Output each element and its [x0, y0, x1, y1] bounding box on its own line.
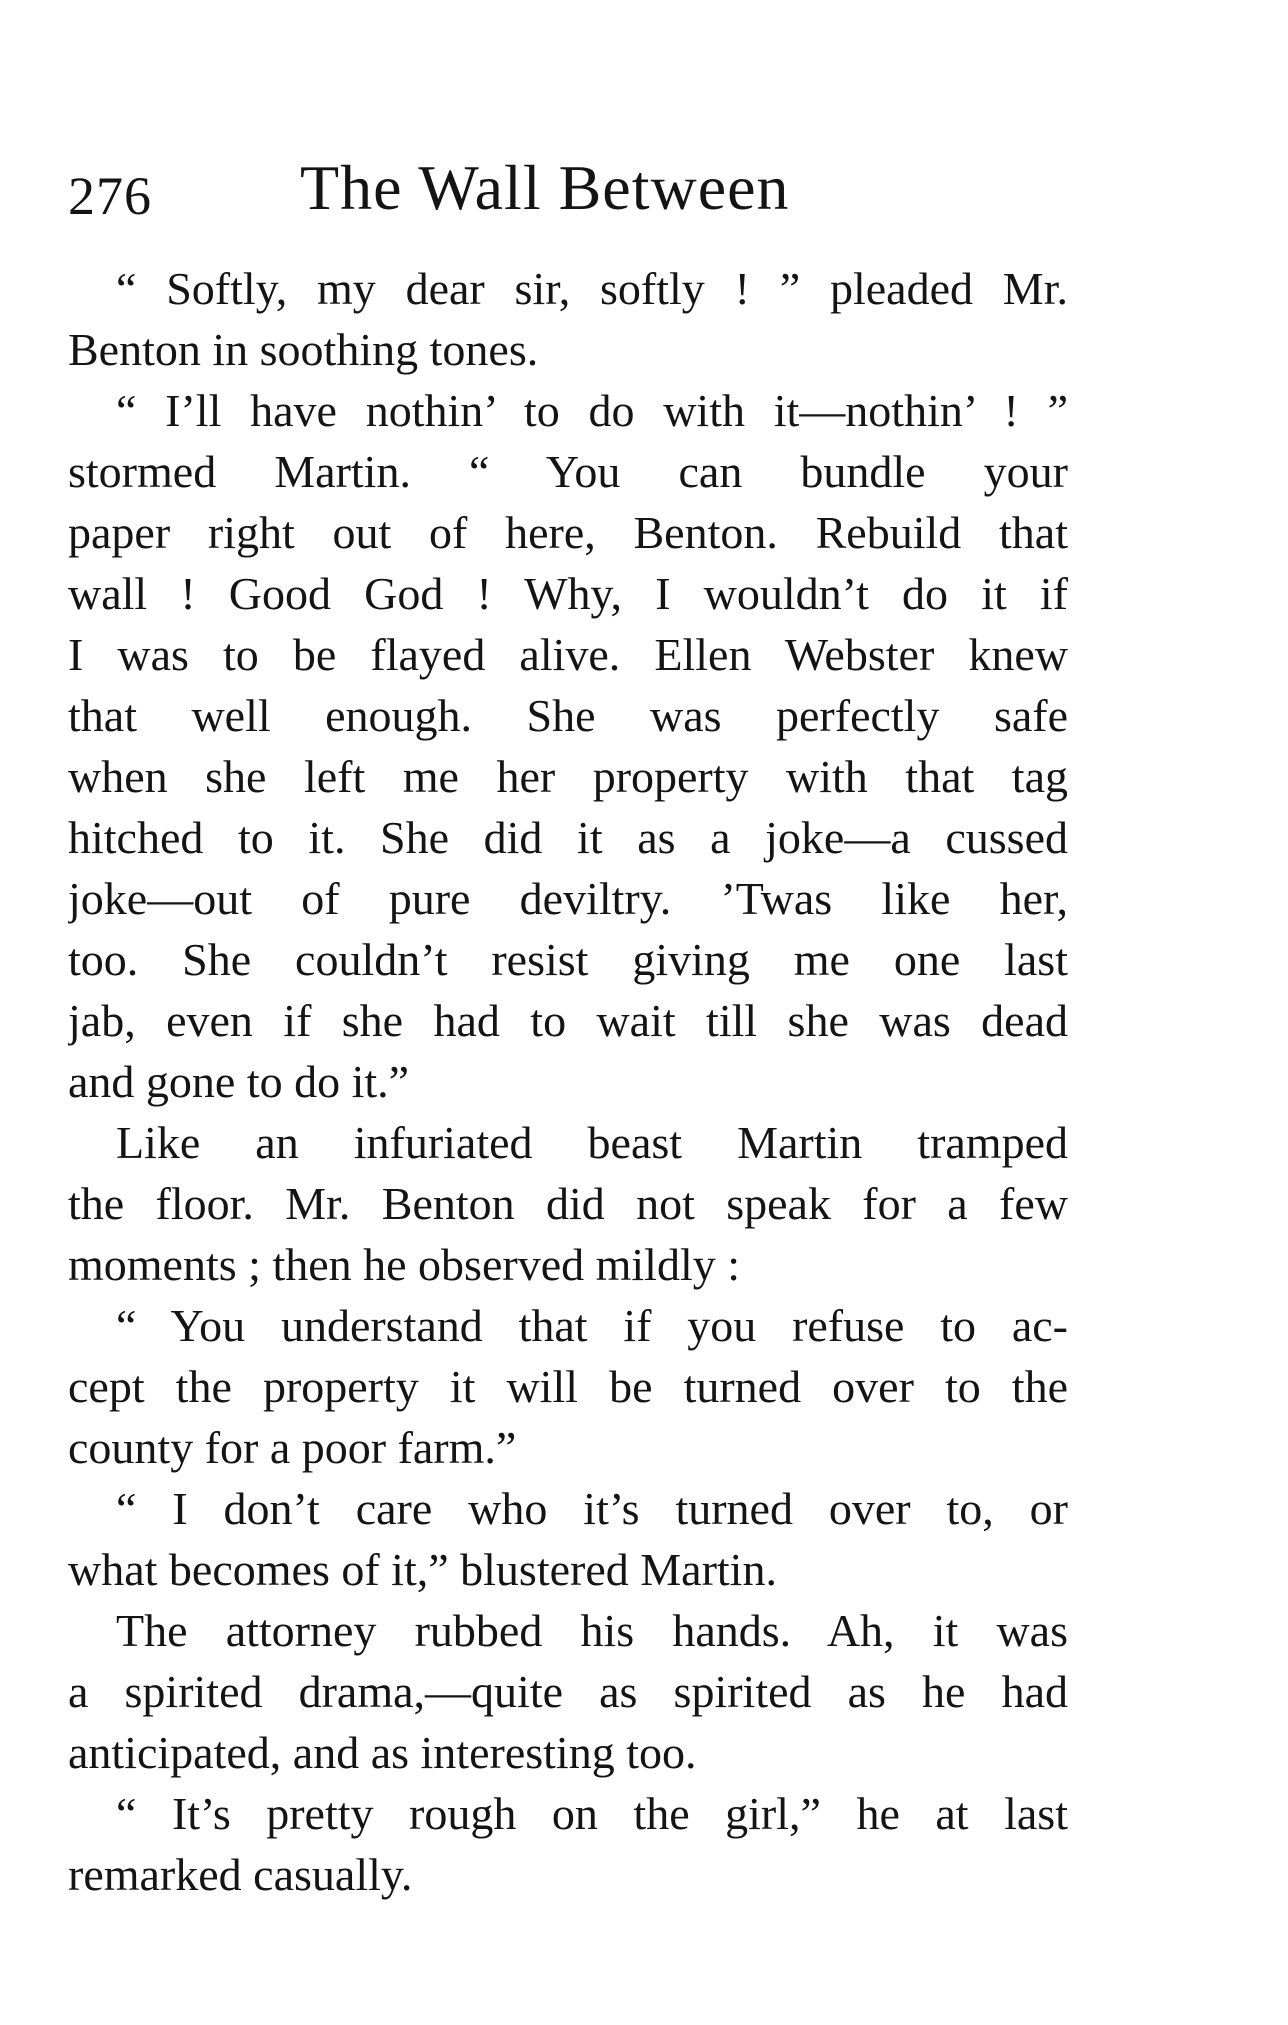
- text-line: and gone to do it.”: [68, 1056, 410, 1107]
- text-line: paper right out of here, Benton. Rebuild that: [68, 507, 1068, 558]
- text-line: county for a poor farm.”: [68, 1422, 517, 1473]
- text-line: Benton in soothing tones.: [68, 324, 539, 375]
- page-number: 276: [68, 166, 152, 226]
- text-line: when she left me her property with that tag: [68, 751, 1068, 802]
- text-line: jab, even if she had to wait till she was dead: [68, 995, 1068, 1046]
- text-line: hitched to it. She did it as a joke—a cussed: [68, 812, 1068, 863]
- text-line: “ I don’t care who it’s turned over to, or: [116, 1483, 1068, 1534]
- running-head: [68, 150, 1068, 240]
- text-line: I was to be flayed alive. Ellen Webster knew: [68, 629, 1068, 680]
- text-line: “ Softly, my dear sir, softly ! ” pleaded Mr.: [116, 263, 1068, 314]
- text-line: stormed Martin. “ You can bundle your: [68, 446, 1068, 497]
- text-line: “ You understand that if you refuse to ac-: [116, 1300, 1068, 1351]
- running-title: The Wall Between: [300, 152, 790, 223]
- text-line: too. She couldn’t resist giving me one last: [68, 934, 1068, 985]
- text-line: anticipated, and as interesting too.: [68, 1727, 697, 1778]
- body-text: [68, 258, 1068, 1905]
- text-line: moments ; then he observed mildly :: [68, 1239, 741, 1290]
- text-line: cept the property it will be turned over to the: [68, 1361, 1068, 1412]
- text-line: The attorney rubbed his hands. Ah, it was: [116, 1605, 1068, 1656]
- text-line: a spirited drama,—quite as spirited as he had: [68, 1666, 1068, 1717]
- text-line: “ It’s pretty rough on the girl,” he at last: [116, 1788, 1068, 1839]
- text-line: what becomes of it,” blustered Martin.: [68, 1544, 777, 1595]
- text-line: remarked casually.: [68, 1849, 413, 1900]
- text-line: the floor. Mr. Benton did not speak for a few: [68, 1178, 1068, 1229]
- text-line: joke—out of pure deviltry. ’Twas like her,: [68, 873, 1068, 924]
- text-line: “ I’ll have nothin’ to do with it—nothin’ ! ”: [116, 385, 1068, 436]
- text-line: Like an infuriated beast Martin tramped: [116, 1117, 1068, 1168]
- text-line: wall ! Good God ! Why, I wouldn’t do it if: [68, 568, 1068, 619]
- text-line: that well enough. She was perfectly safe: [68, 690, 1068, 741]
